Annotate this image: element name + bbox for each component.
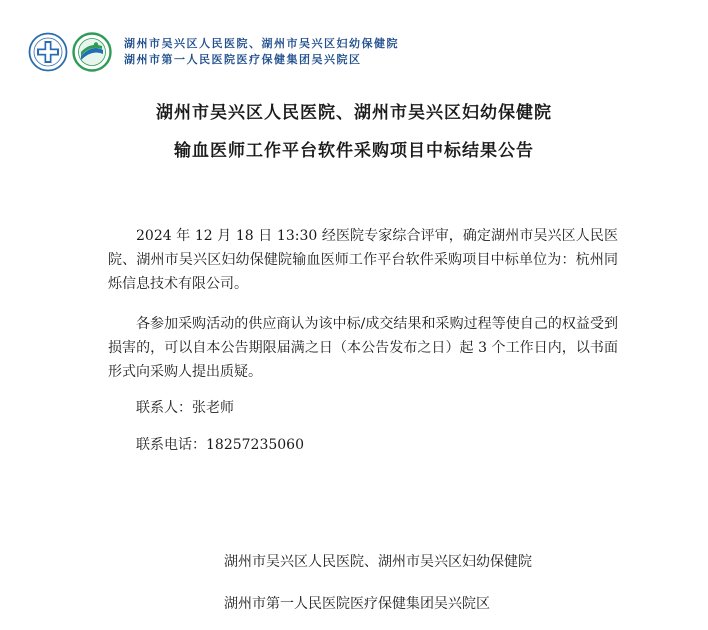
document-title-line-2: 输血医师工作平台软件采购项目中标结果公告 — [174, 141, 534, 161]
maternal-child-logo — [72, 32, 112, 72]
letterhead-line-1: 湖州市吴兴区人民医院、湖州市吴兴区妇幼保健院 — [124, 37, 399, 50]
hospital-cross-logo — [28, 32, 68, 72]
letterhead-text — [124, 36, 399, 68]
signature-line-1: 湖州市吴兴区人民医院、湖州市吴兴区妇幼保健院 — [224, 554, 532, 570]
document-title-line-1: 湖州市吴兴区人民医院、湖州市吴兴区妇幼保健院 — [156, 103, 552, 123]
objection-paragraph: 各参加采购活动的供应商认为该中标/成交结果和采购过程等使自己的权益受到损害的，可以自本公告期限届满之日（本公告发布之日）起 3 个工作日内，以书面形式向采购人提出质疑。 — [108, 316, 618, 380]
letterhead-line-2: 湖州市第一人民医院医疗保健集团吴兴院区 — [124, 53, 362, 66]
letterhead — [28, 28, 399, 76]
contact-phone: 联系电话：18257235060 — [136, 437, 304, 453]
contact-person: 联系人：张老师 — [136, 400, 234, 416]
signature-line-2: 湖州市第一人民医院医疗保健集团吴兴院区 — [224, 596, 490, 612]
award-paragraph: 2024 年 12 月 18 日 13:30 经医院专家综合评审，确定湖州市吴兴区人民医院、湖州市吴兴区妇幼保健院输血医师工作平台软件采购项目中标单位为：杭州同烁信息技术有限公司。 — [108, 228, 618, 292]
